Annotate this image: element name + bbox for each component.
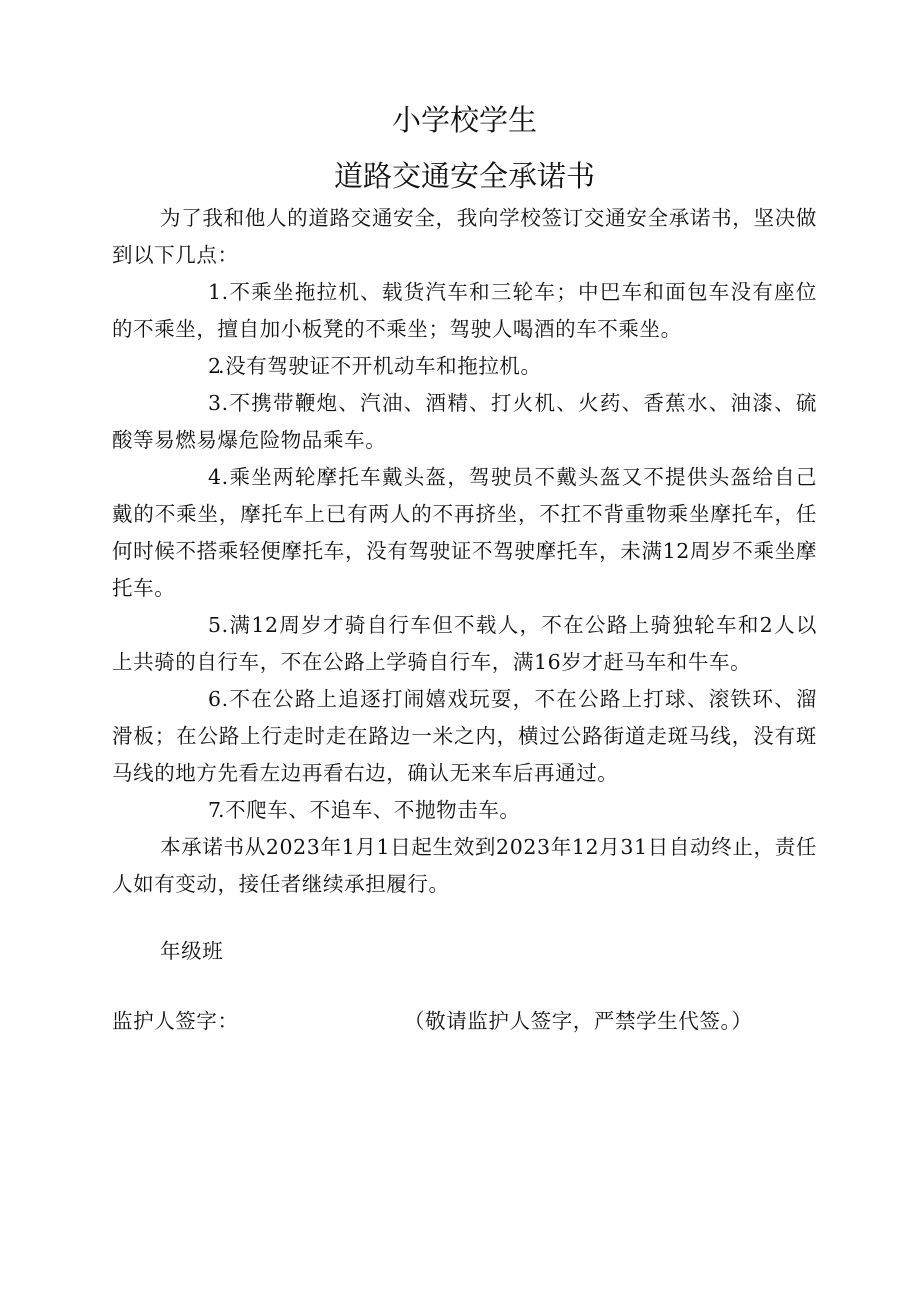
item-text: .乘坐两轮摩托车戴头盔，驾驶员不戴头盔又不提供头盔给自己戴的不乘坐，摩托车上已有两人的不再挤坐，不扛不背重物乘坐摩托车，任何时候不搭乘轻便摩托车，没有驾驶证不驾驶摩托车，未满12周岁不乘坐摩托车。 xyxy=(112,465,817,600)
guardian-signature-row xyxy=(112,1003,817,1040)
guardian-signature-note: （敬请监护人签字，严禁学生代签。） xyxy=(404,1009,753,1033)
item-number: 2 xyxy=(208,354,222,378)
item-number: 4 xyxy=(208,465,222,489)
commitment-item-7 xyxy=(112,792,817,829)
item-number: 7 xyxy=(208,798,222,822)
document-title-line1: 小学校学生 xyxy=(391,103,537,137)
item-text: .满12周岁才骑自行车但不载人，不在公路上骑独轮车和2人以上共骑的自行车，不在公路上学骑自行车，满16岁才赶马车和牛车。 xyxy=(112,613,817,674)
document-title-line2: 道路交通安全承诺书 xyxy=(333,159,595,193)
item-number: 1 xyxy=(208,280,222,304)
item-number: 3 xyxy=(208,391,222,415)
blank-gap xyxy=(112,903,817,933)
item-text: .不在公路上追逐打闹嬉戏玩耍，不在公路上打球、滚铁环、溜滑板；在公路上行走时走在路边一米之内，横过公路街道走斑马线，没有斑马线的地方先看左边再看右边，确认无来车后再通过。 xyxy=(112,687,817,785)
commitment-item-5 xyxy=(112,607,817,681)
intro-paragraph: 为了我和他人的道路交通安全，我向学校签订交通安全承诺书，坚决做到以下几点： xyxy=(112,206,817,267)
validity-paragraph: 本承诺书从2023年1月1日起生效到2023年12月31日自动终止，责任人如有变动，接任者继续承担履行。 xyxy=(112,835,817,896)
item-text: .不携带鞭炮、汽油、酒精、打火机、火药、香蕉水、油漆、硫酸等易燃易爆危险物品乘车。 xyxy=(112,391,817,452)
commitment-item-1 xyxy=(112,274,817,348)
item-number: 5 xyxy=(208,613,222,637)
guardian-signature-label: 监护人签字： xyxy=(112,1009,239,1033)
commitment-item-6 xyxy=(112,681,817,792)
commitment-item-2 xyxy=(112,348,817,385)
item-text: .不乘坐拖拉机、载货汽车和三轮车；中巴车和面包车没有座位的不乘坐，擅自加小板凳的不乘坐；驾驶人喝酒的车不乘坐。 xyxy=(112,280,817,341)
commitment-item-4 xyxy=(112,459,817,607)
item-text: .不爬车、不追车、不抛物击车。 xyxy=(218,798,521,822)
grade-class-field: 年级班 xyxy=(160,939,224,963)
commitment-letter xyxy=(112,98,817,1040)
commitment-item-3 xyxy=(112,385,817,459)
item-number: 6 xyxy=(208,687,222,711)
item-text: .没有驾驶证不开机动车和拖拉机。 xyxy=(218,354,542,378)
